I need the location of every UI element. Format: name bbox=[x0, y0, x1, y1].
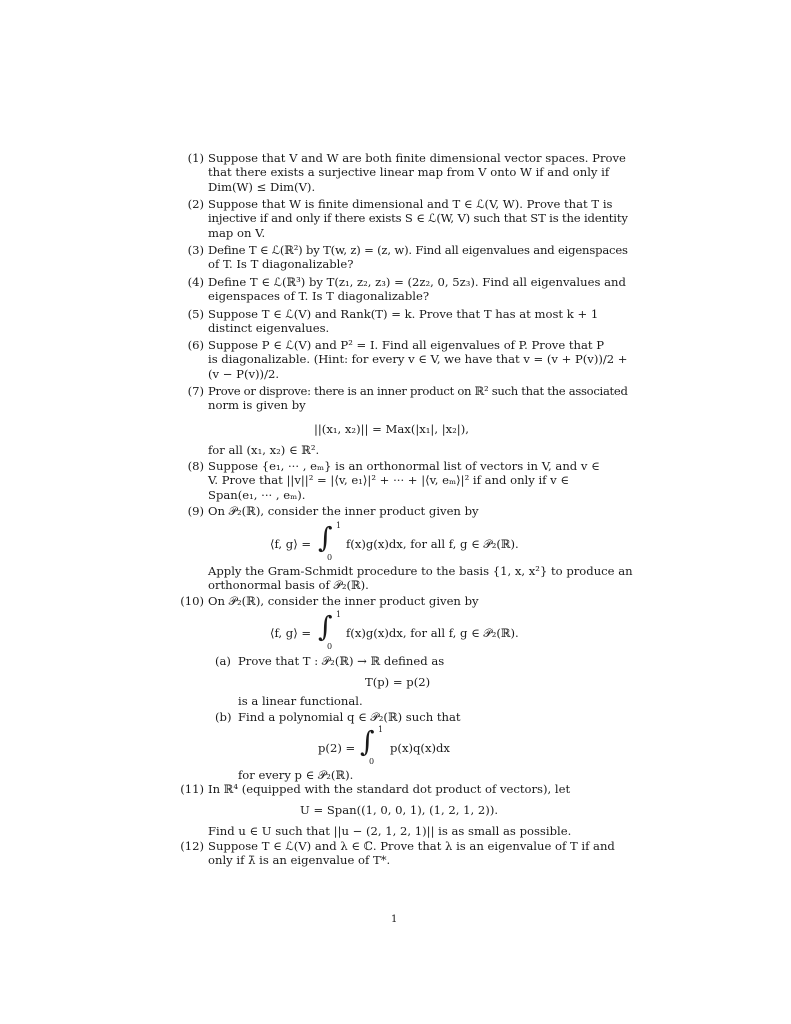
problem-text-line: Apply the Gram-Schmidt procedure to the basis {1, x, x²} to produce an bbox=[208, 564, 633, 578]
problem-number: (5) bbox=[187, 307, 204, 321]
problem-text-line: Define T ∈ ℒ(ℝ³) by T(z₁, z₂, z₃) = (2z₂, 0, 5z₃). Find all eigenvalues and bbox=[208, 275, 626, 289]
span-equation: U = Span((1, 0, 0, 1), (1, 2, 1, 2)). bbox=[300, 803, 499, 817]
problem-number: (2) bbox=[187, 197, 204, 211]
part-text: Prove that T : 𝒫₂(ℝ) → ℝ defined as bbox=[238, 654, 445, 668]
equation-right: p(x)q(x)dx bbox=[390, 741, 450, 755]
norm-equation: ||(x₁, x₂)|| = Max(|x₁|, |x₂|), bbox=[314, 422, 469, 436]
integral-lower-limit: 0 bbox=[327, 553, 333, 562]
problem-text-line: Define T ∈ ℒ(ℝ²) by T(w, z) = (z, w). Find all eigenvalues and eigenspaces bbox=[208, 243, 628, 257]
part-label: (a) bbox=[215, 654, 231, 668]
functional-equation: T(p) = p(2) bbox=[365, 675, 431, 689]
problem-text-line: Span(e₁, ··· , eₘ). bbox=[208, 487, 306, 502]
problem-number: (6) bbox=[187, 338, 204, 352]
problem-text-line: only if λ̄ is an eigenvalue of T*. bbox=[208, 853, 391, 868]
problem-text-line: injective if and only if there exists S ∈ ℒ(W, V) such that ST is the identity bbox=[208, 211, 628, 226]
problem-text-line: Prove or disprove: there is an inner product on ℝ² such that the associated bbox=[208, 384, 628, 398]
page-number: 1 bbox=[391, 914, 398, 925]
problem-number: (4) bbox=[187, 275, 204, 289]
problem-text-line: Find u ∈ U such that ||u − (2, 1, 2, 1)|| is as small as possible. bbox=[208, 824, 572, 838]
problem-number: (10) bbox=[180, 594, 204, 608]
integral-lower-limit: 0 bbox=[369, 757, 375, 766]
equation-left: ⟨f, g⟩ = bbox=[270, 626, 312, 640]
problem-text-line: In ℝ⁴ (equipped with the standard dot product of vectors), let bbox=[208, 782, 571, 796]
equation-right: f(x)g(x)dx, for all f, g ∈ 𝒫₂(ℝ). bbox=[346, 537, 519, 551]
problem-text-line: map on V. bbox=[208, 225, 266, 240]
problem-text-line: Suppose T ∈ ℒ(V) and λ ∈ ℂ. Prove that λ is an eigenvalue of T if and bbox=[208, 839, 615, 853]
integral-upper-limit: 1 bbox=[336, 521, 342, 530]
integral-sign: ∫ bbox=[318, 521, 333, 554]
problem-text-line: eigenspaces of T. Is T diagonalizable? bbox=[208, 289, 430, 304]
integral-upper-limit: 1 bbox=[378, 725, 384, 734]
part-text: Find a polynomial q ∈ 𝒫₂(ℝ) such that bbox=[238, 710, 461, 724]
part-text: for every p ∈ 𝒫₂(ℝ). bbox=[238, 768, 354, 782]
problem-text-line: On 𝒫₂(ℝ), consider the inner product given by bbox=[208, 594, 479, 608]
equation-right: f(x)g(x)dx, for all f, g ∈ 𝒫₂(ℝ). bbox=[346, 626, 519, 640]
problem-number: (7) bbox=[187, 384, 204, 398]
problem-text-line: (v − P(v))/2. bbox=[208, 366, 280, 381]
problem-text-line: orthonormal basis of 𝒫₂(ℝ). bbox=[208, 578, 369, 592]
problem-text-line: of T. Is T diagonalizable? bbox=[208, 257, 354, 272]
problem-text-line: V. Prove that ||v||² = |⟨v, e₁⟩|² + ··· + |⟨v, eₘ⟩|² if and only if v ∈ bbox=[208, 473, 569, 488]
problem-text-line: Dim(W) ≤ Dim(V). bbox=[208, 179, 316, 194]
problem-text-line: Suppose that V and W are both finite dimensional vector spaces. Prove bbox=[208, 151, 626, 165]
problem-number: (9) bbox=[187, 504, 204, 518]
problem-text-line: Suppose T ∈ ℒ(V) and Rank(T) = k. Prove that T has at most k + 1 bbox=[208, 307, 599, 321]
integral-upper-limit: 1 bbox=[336, 610, 342, 619]
part-label: (b) bbox=[215, 710, 232, 724]
problem-text-line: Suppose {e₁, ··· , eₘ} is an orthonormal list of vectors in V, and v ∈ bbox=[208, 459, 600, 473]
problem-text-line: is diagonalizable. (Hint: for every v ∈ V, we have that v = (v + P(v))/2 + bbox=[208, 352, 628, 367]
problem-text-line: On 𝒫₂(ℝ), consider the inner product given by bbox=[208, 504, 479, 518]
problem-number: (12) bbox=[180, 839, 204, 853]
equation-left: ⟨f, g⟩ = bbox=[270, 537, 312, 551]
problem-text-line: norm is given by bbox=[208, 398, 306, 413]
integral-sign: ∫ bbox=[360, 725, 375, 758]
problem-number: (11) bbox=[180, 782, 204, 796]
part-text: is a linear functional. bbox=[238, 694, 363, 708]
equation-left: p(2) = bbox=[318, 741, 356, 755]
problem-text-line: that there exists a surjective linear map from V onto W if and only if bbox=[208, 165, 610, 180]
problem-text-line: Suppose that W is finite dimensional and T ∈ ℒ(V, W). Prove that T is bbox=[208, 197, 613, 211]
problem-number: (3) bbox=[187, 243, 204, 257]
problem-text-line: distinct eigenvalues. bbox=[208, 321, 330, 336]
integral-lower-limit: 0 bbox=[327, 642, 333, 651]
integral-sign: ∫ bbox=[318, 610, 333, 643]
problem-text-line: for all (x₁, x₂) ∈ ℝ². bbox=[208, 443, 320, 457]
problem-number: (8) bbox=[187, 459, 204, 473]
problem-number: (1) bbox=[187, 151, 204, 165]
problem-text-line: Suppose P ∈ ℒ(V) and P² = I. Find all eigenvalues of P. Prove that P bbox=[208, 338, 605, 352]
